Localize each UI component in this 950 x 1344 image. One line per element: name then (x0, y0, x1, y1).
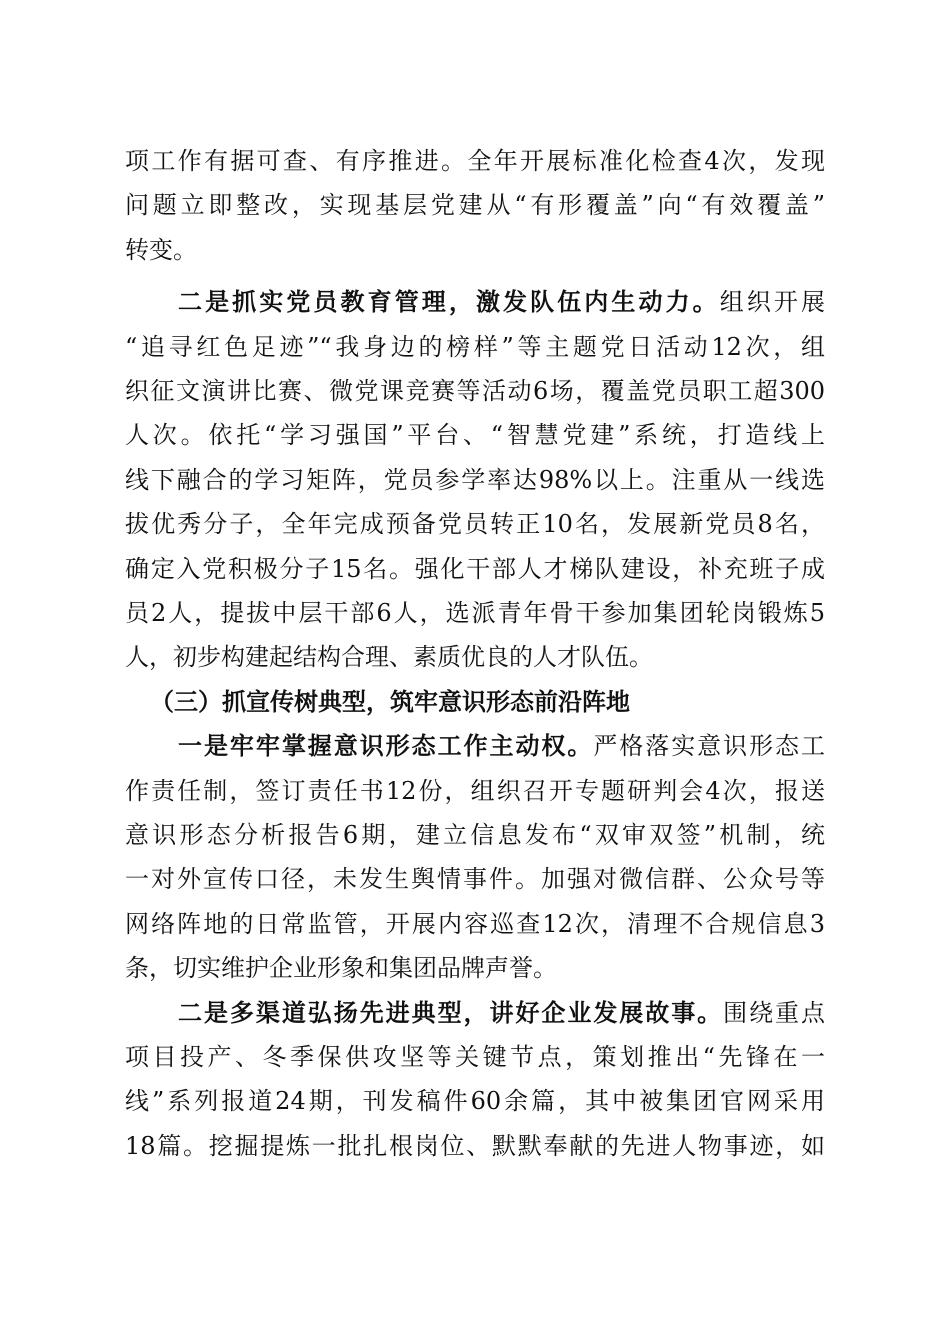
text-line (125, 864, 825, 894)
text-line (125, 776, 825, 806)
text-line (125, 1042, 825, 1072)
text-line (125, 953, 825, 983)
line-text: 条，切实维护企业形象和集团品牌声誉。 (125, 954, 557, 983)
line-text: 项目投产、冬季保供攻坚等关键节点，策划推出“先锋在一 (125, 1043, 825, 1071)
line-text: 员2人，提拔中层干部6人，选派青年骨干参加集团轮岗锻炼5 (125, 599, 825, 627)
line-text: 一对外宣传口径，未发生舆情事件。加强对微信群、公众号等 (125, 865, 825, 894)
paragraph-lead: 二是抓实党员教育管理，激发队伍内生动力。 (178, 287, 720, 317)
text-line (125, 146, 825, 176)
text-line (178, 287, 825, 317)
line-text: 意识形态分析报告6期，建立信息发布“双审双签”机制，统 (125, 821, 825, 849)
line-text: 织征文演讲比赛、微党课竞赛等活动6场，覆盖党员职工超300 (125, 377, 825, 405)
line-text: 网络阵地的日常监管，开展内容巡查12次，清理不合规信息3 (125, 909, 825, 938)
text-line (125, 509, 825, 539)
text-line (125, 376, 825, 406)
line-text: 项工作有据可查、有序推进。全年开展标准化检查4次，发现 (125, 147, 825, 175)
text-line (125, 235, 825, 265)
paragraph-lead: 二是多渠道弘扬先进典型，讲好企业发展故事。 (178, 997, 724, 1027)
text-line (125, 598, 825, 628)
line-text: 问题立即整改，实现基层党建从“有形覆盖”向“有效覆盖” (125, 191, 825, 220)
line-text: 拔优秀分子，全年完成预备党员转正10名，发展新党员8名， (125, 510, 825, 539)
line-text: 转变。 (125, 235, 197, 264)
text-line (125, 820, 825, 850)
text-line (125, 465, 825, 495)
line-text: 人，初步构建起结构合理、素质优良的人才队伍。 (125, 643, 653, 672)
text-line (125, 909, 825, 939)
line-text: 线”系列报道24期，刊发稿件60余篇，其中被集团官网采用 (125, 1087, 825, 1116)
text-line (125, 190, 825, 220)
paragraph-lead: 一是牢牢掌握意识形态工作主动权。 (178, 731, 594, 761)
text-line (125, 642, 825, 672)
section-heading (150, 687, 825, 717)
line-text: 作责任制，签订责任书12份，组织召开专题研判会4次，报送 (125, 776, 825, 805)
line-text: 18篇。挖掘提炼一批扎根岗位、默默奉献的先进人物事迹，如 (125, 1131, 825, 1160)
text-line (125, 332, 825, 362)
line-text: （三）抓宣传树典型，筑牢意识形态前沿阵地 (150, 686, 630, 716)
line-text: 线下融合的学习矩阵，党员参学率达98%以上。注重从一线选 (125, 465, 825, 494)
line-text: 人次。依托“学习强国”平台、“智慧党建”系统，打造线上 (125, 421, 825, 450)
text-line (125, 1086, 825, 1116)
text-line (178, 731, 825, 761)
text-line (125, 420, 825, 450)
text-line (125, 554, 825, 584)
line-text: 确定入党积极分子15名。强化干部人才梯队建设，补充班子成 (125, 554, 825, 583)
text-line (178, 998, 825, 1028)
line-text: 严格落实意识形态工 (593, 732, 826, 761)
line-text: 围绕重点 (723, 998, 825, 1027)
line-text: “追寻红色足迹”“我身边的榜样”等主题党日活动12次，组 (125, 332, 825, 361)
text-line (125, 1131, 825, 1161)
line-text: 组织开展 (719, 288, 826, 317)
